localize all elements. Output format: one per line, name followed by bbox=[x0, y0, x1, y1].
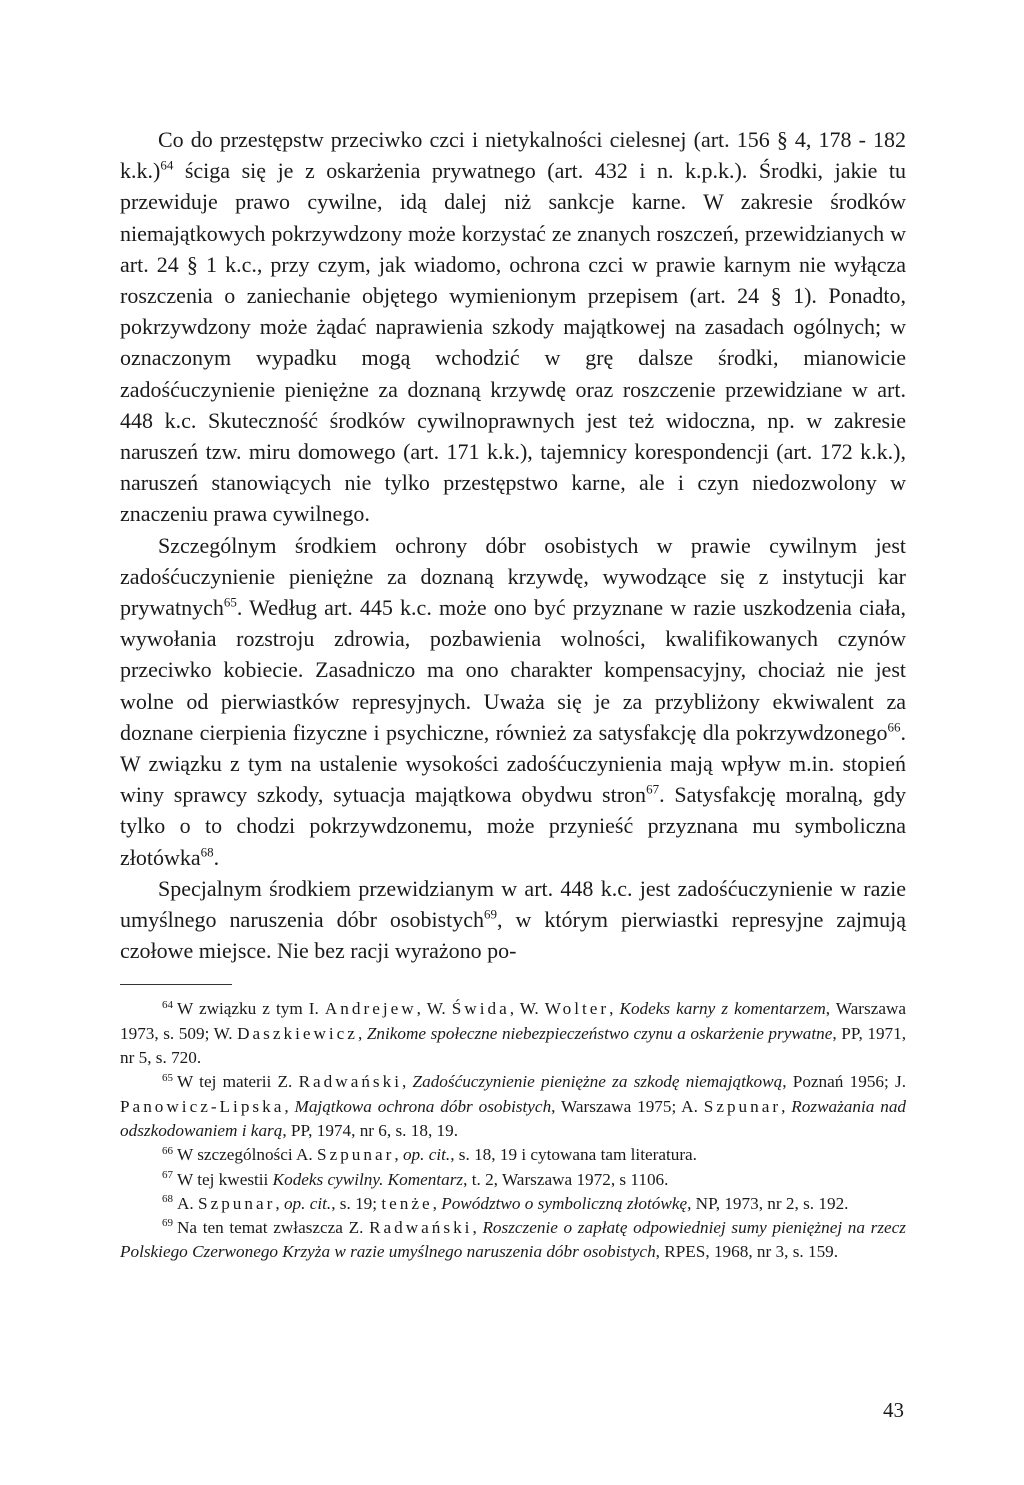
paragraph-2-text-end: . bbox=[213, 844, 220, 870]
footnote-text: , Warszawa 1975; A. bbox=[551, 1096, 704, 1116]
footnote-ref-69: 69 bbox=[484, 906, 498, 922]
footnote-title: Powództwo o symboliczną złotówkę bbox=[441, 1193, 688, 1213]
footnote-68 bbox=[120, 1192, 906, 1216]
footnote-text: , bbox=[472, 1218, 483, 1238]
footnote-67 bbox=[120, 1168, 906, 1192]
footnote-author: Szpunar bbox=[317, 1145, 395, 1165]
footnote-number: 66 bbox=[162, 1144, 173, 1157]
footnote-66 bbox=[120, 1143, 906, 1167]
footnote-author: Panowicz-Lipska bbox=[120, 1096, 285, 1116]
footnote-text: , bbox=[781, 1096, 792, 1116]
paragraph-1-text-cont: ściga się je z oskarżenia prywatnego (art. 432 i n. k.p.k.). Środki, jakie tu przewiduje prawo cywilne, idą dalej niż sankcje karne. W zakresie środków niemajątkowych pokrzywdzony może korzystać ze znanych roszczeń, przewidzianych w art. 24 § 1 k.c., przy czym, jak wiadomo, ochrona czci w prawie karnym nie wyłącza roszczenia o zaniechanie objętego wymienionym przepisem (art. 24 § 1). Ponadto, pokrzywdzony może żądać naprawienia szkody majątkowej na zasadach ogólnych; w oznaczonym wypadku mogą wchodzić w grę dalsze środki, mianowicie zadośćuczynienie pieniężne za doznaną krzywdę oraz roszczenie przewidziane w art. 448 k.c. Skuteczność środków cywilnoprawnych jest też widoczna, np. w zakresie naruszeń tzw. miru domowego (art. 171 k.k.), tajemnicy korespondencji (art. 172 k.k.), naruszeń stanowiących nie tylko przestępstwo karne, ale i czyn niedozwolony w znaczeniu prawa cywilnego. bbox=[120, 158, 906, 527]
footnote-text: , t. 2, Warszawa 1972, s 1106. bbox=[463, 1169, 669, 1189]
footnote-title: op. cit. bbox=[402, 1145, 451, 1165]
footnote-number: 68 bbox=[162, 1193, 173, 1206]
paragraph-2 bbox=[120, 530, 906, 873]
footnote-text: Na ten temat zwłaszcza Z. bbox=[177, 1218, 370, 1238]
footnote-text: W związku z tym I. bbox=[177, 999, 325, 1019]
paragraph-1-text: Co do przestępstw przeciwko czci i nietykalności cielesnej (art. 156 § 4, 178 - 182 k.k.) bbox=[120, 127, 906, 184]
footnote-text: , bbox=[609, 999, 620, 1019]
footnote-author: Radwański bbox=[298, 1072, 402, 1092]
footnote-text: , W. bbox=[509, 999, 545, 1019]
footnote-title: Znikome społeczne niebezpieczeństwo czynu a oskarżenie prywatne bbox=[366, 1023, 833, 1043]
paragraph-3-text: Specjalnym środkiem przewidzianym w art. 448 k.c. jest zadośćuczynienie w razie umyślnego naruszenia dóbr osobistych bbox=[120, 875, 906, 933]
paragraph-3 bbox=[120, 873, 906, 967]
footnote-text: , bbox=[284, 1096, 295, 1116]
footnote-author: tenże bbox=[381, 1193, 433, 1213]
footnote-text: , PP, 1971, nr 5, s. 720. bbox=[120, 1023, 907, 1068]
footnote-author: Świda bbox=[451, 999, 510, 1019]
footnote-number: 67 bbox=[162, 1168, 173, 1181]
main-text bbox=[120, 124, 906, 966]
footnote-64 bbox=[120, 997, 906, 1070]
footnote-text: , RPES, 1968, nr 3, s. 159. bbox=[655, 1242, 839, 1262]
footnote-ref-67: 67 bbox=[646, 781, 660, 797]
footnote-text: , s. 18, 19 i cytowana tam literatura. bbox=[450, 1145, 697, 1165]
footnote-text: W tej materii Z. bbox=[177, 1072, 299, 1092]
footnote-65 bbox=[120, 1070, 906, 1143]
paragraph-2-text-cont: . Według art. 445 k.c. może ono być przyznane w razie uszkodzenia ciała, wywołania rozstroju zdrowia, pozbawienia wolności, kwalifikowanych czynów przeciwko kobiecie. Zasadniczo ma ono charakter kompensacyjny, chociaż nie jest wolne od pierwiastków represyjnych. Uważa się je za przybliżony ekwiwalent za doznane cierpienia fizyczne i psychiczne, również za satysfakcję dla pokrzywdzonego bbox=[120, 595, 906, 745]
footnote-title: Kodeks karny z komentarzem bbox=[619, 999, 826, 1019]
footnote-text: , bbox=[357, 1023, 367, 1043]
footnote-text: , bbox=[432, 1193, 442, 1213]
footnote-text: , W. bbox=[416, 999, 452, 1019]
footnote-69 bbox=[120, 1216, 906, 1265]
footnote-author: Radwański bbox=[369, 1218, 473, 1238]
footnote-number: 69 bbox=[162, 1217, 173, 1230]
paragraph-2-text: Szczególnym środkiem ochrony dóbr osobistych w prawie cywilnym jest zadośćuczynienie pieniężne za doznaną krzywdę, wywodzące się z instytucji kar prywatnych bbox=[120, 532, 906, 621]
footnote-author: Szpunar bbox=[703, 1096, 782, 1116]
footnote-title: Roszczenie o zapłatę odpowiedniej sumy pieniężnej na rzecz Polskiego Czerwonego Krzyża w razie umyślnego naruszenia dóbr osobistych bbox=[120, 1218, 906, 1262]
footnote-text: , NP, 1973, nr 2, s. 192. bbox=[687, 1193, 849, 1213]
footnote-text: , bbox=[394, 1145, 403, 1165]
paragraph-2-text-cont-3: . Satysfakcję moralną, gdy tylko o to chodzi pokrzywdzonemu, może przynieść przyznana mu symboliczna złotówka bbox=[120, 782, 906, 870]
footnote-ref-64: 64 bbox=[160, 157, 174, 173]
footnote-text: , PP, 1974, nr 6, s. 18, 19. bbox=[282, 1120, 459, 1140]
page-number: 43 bbox=[883, 1398, 904, 1422]
footnote-author: Andrejew bbox=[324, 999, 417, 1019]
footnote-author: Daszkiewicz bbox=[237, 1023, 358, 1043]
page-content bbox=[120, 124, 906, 1265]
footnote-number: 65 bbox=[162, 1071, 173, 1084]
footnote-text: , s. 19; bbox=[331, 1193, 382, 1213]
footnote-title: op. cit. bbox=[283, 1193, 332, 1213]
footnote-number: 64 bbox=[162, 998, 173, 1011]
paragraph-2-text-cont-2: . W związku z tym na ustalenie wysokości zadośćuczynienia mają wpływ m.in. stopień winy sprawcy szkody, sytuacja majątkowa obydwu stron bbox=[120, 719, 906, 808]
footnote-author: Szpunar bbox=[198, 1193, 276, 1213]
paragraph-1 bbox=[120, 124, 906, 530]
footnote-title: Majątkowa ochrona dóbr osobistych bbox=[294, 1096, 552, 1116]
footnote-title: Zadośćuczynienie pieniężne za szkodę niemajątkową bbox=[412, 1072, 783, 1092]
footnote-text: , Poznań 1956; J. bbox=[782, 1072, 907, 1092]
footnote-text: A. bbox=[177, 1193, 199, 1213]
footnote-text: W tej kwestii bbox=[177, 1169, 273, 1189]
footnote-text: , Warszawa 1973, s. 509; W. bbox=[120, 999, 906, 1043]
footnote-title: Kodeks cywilny. Komentarz bbox=[272, 1169, 464, 1189]
footnote-title: Rozważania nad odszkodowaniem i karą bbox=[120, 1096, 907, 1140]
footnote-author: Wolter bbox=[544, 999, 610, 1019]
paragraph-3-text-cont: , w którym pierwiastki represyjne zajmują czołowe miejsce. Nie bez racji wyrażono po- bbox=[120, 907, 906, 964]
footnotes bbox=[120, 997, 906, 1264]
footnote-text: W szczególności A. bbox=[177, 1145, 318, 1165]
footnote-ref-68: 68 bbox=[200, 844, 214, 860]
footnote-divider bbox=[120, 984, 232, 985]
footnote-ref-65: 65 bbox=[223, 594, 237, 610]
footnote-text: , bbox=[275, 1193, 284, 1213]
footnote-text: , bbox=[401, 1072, 413, 1092]
footnote-ref-66: 66 bbox=[887, 719, 901, 735]
